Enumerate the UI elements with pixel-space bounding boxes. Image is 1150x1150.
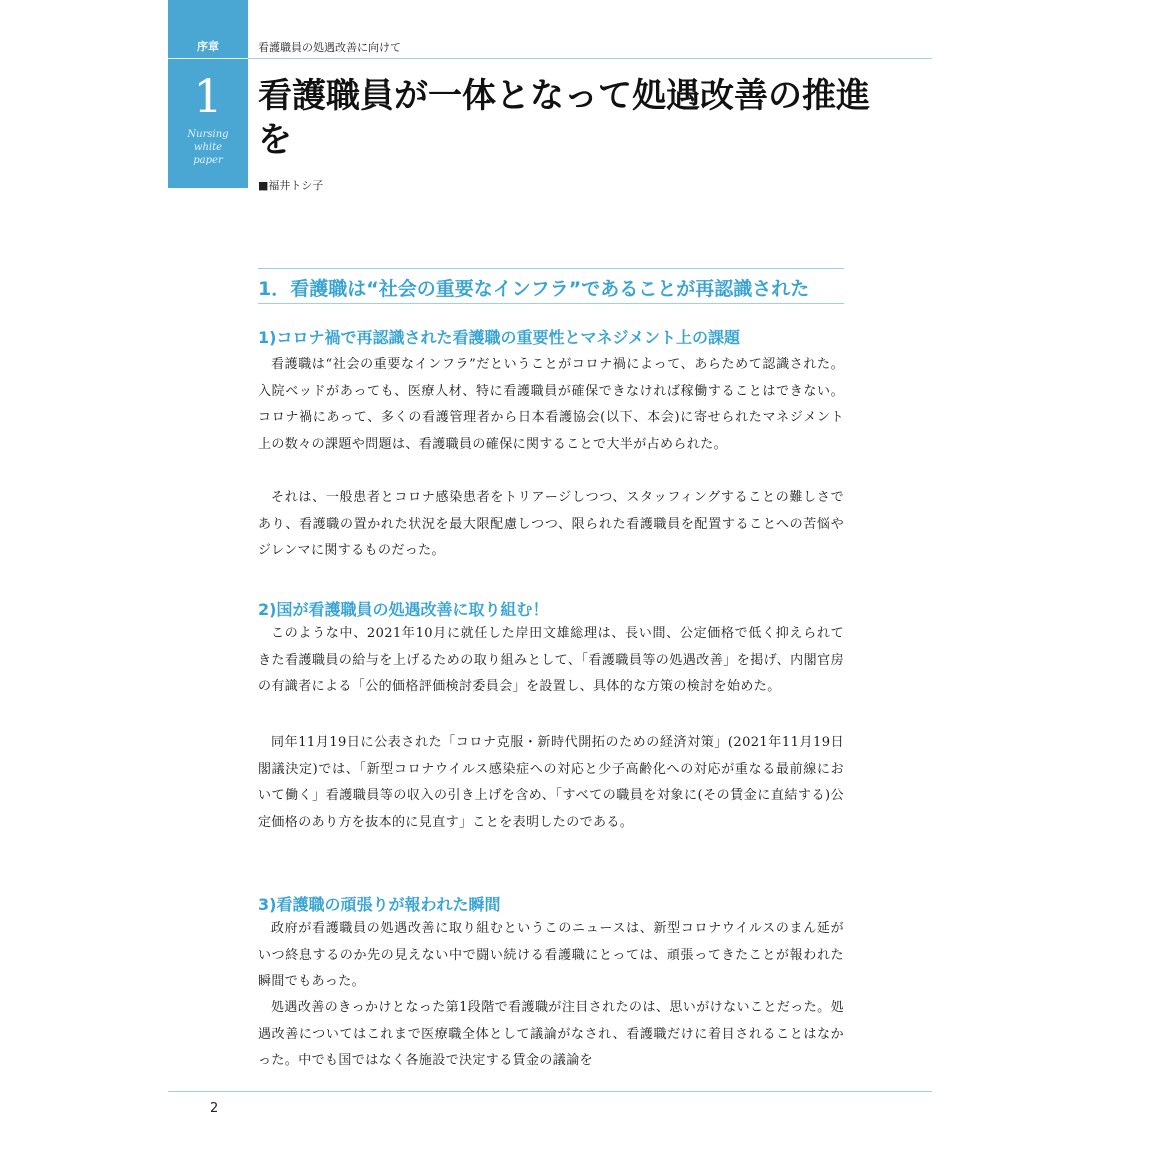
chapter-tab: [168, 0, 248, 188]
subsection-heading: 2)国が看護職員の処遇改善に取り組む！: [258, 600, 549, 619]
tab-divider: [168, 58, 248, 59]
chapter-side-text: Nursing white paper: [187, 129, 229, 166]
body-paragraph: このような中、2021年10月に就任した岸田文雄総理は、長い間、公定価格で低く抑えられてきた看護職員の給与を上げるための取り組みとして、「看護職員等の処遇改善」を掲げ、内閣官房の有識者による「公的価格評価検討委員会」を設置し、具体的な方策の検討を始めた。: [258, 626, 844, 694]
chapter-label: 序章: [197, 40, 219, 53]
author: ■福井トシ子: [258, 179, 324, 192]
section-heading: 1．看護職は“社会の重要なインフラ”であることが再認識された: [258, 268, 844, 304]
header-rule: [248, 58, 932, 59]
chapter-number: 1: [193, 69, 223, 123]
body-paragraph: それは、一般患者とコロナ感染患者をトリアージしつつ、スタッフィングすることの難しさであり、看護職の置かれた状況を最大限配慮しつつ、限られた看護職員を配置することへの苦悩やジレンマに関するものだった。: [258, 490, 844, 558]
body-paragraph: 看護職は“社会の重要なインフラ”だということがコロナ禍によって、あらためて認識された。入院ベッドがあっても、医療人材、特に看護職員が確保できなければ稼働することはできない。コロナ禍にあって、多くの看護管理者から日本看護協会(以下、本会)に寄せられたマネジメント上の数々の課題や問題は、看護職員の確保に関することで大半が占められた。: [258, 357, 844, 452]
subsection-heading: 1)コロナ禍で再認識された看護職の重要性とマネジメント上の課題: [258, 328, 740, 347]
body-paragraph: 処遇改善のきっかけとなった第1段階で看護職が注目されたのは、思いがけないことだった。処遇改善についてはこれまで医療職全体として議論がなされ、看護職だけに着目されることはなかった。中でも国ではなく各施設で決定する賃金の議論を: [258, 1000, 844, 1068]
body-paragraph: 政府が看護職員の処遇改善に取り組むというこのニュースは、新型コロナウイルスのまん延がいつ終息するのか先の見えない中で闘い続ける看護職にとっては、頑張ってきたことが報われた瞬間でもあった。: [258, 921, 844, 989]
page-number: 2: [210, 1101, 219, 1116]
footer-rule: [168, 1091, 932, 1092]
body-paragraph: 同年11月19日に公表された「コロナ克服・新時代開拓のための経済対策」(2021年11月19日閣議決定)では、「新型コロナウイルス感染症への対応と少子高齢化への対応が重なる最前線において働く」看護職員等の収入の引き上げを含め、「すべての職員を対象に(その賃金に直結する)公定価格のあり方を抜本的に見直す」ことを表明したのである。: [258, 735, 844, 830]
article-title: 看護職員が一体となって処遇改善の推進を: [258, 76, 870, 160]
running-title: 看護職員の処遇改善に向けて: [258, 41, 401, 54]
subsection-heading: 3)看護職の頑張りが報われた瞬間: [258, 895, 501, 914]
